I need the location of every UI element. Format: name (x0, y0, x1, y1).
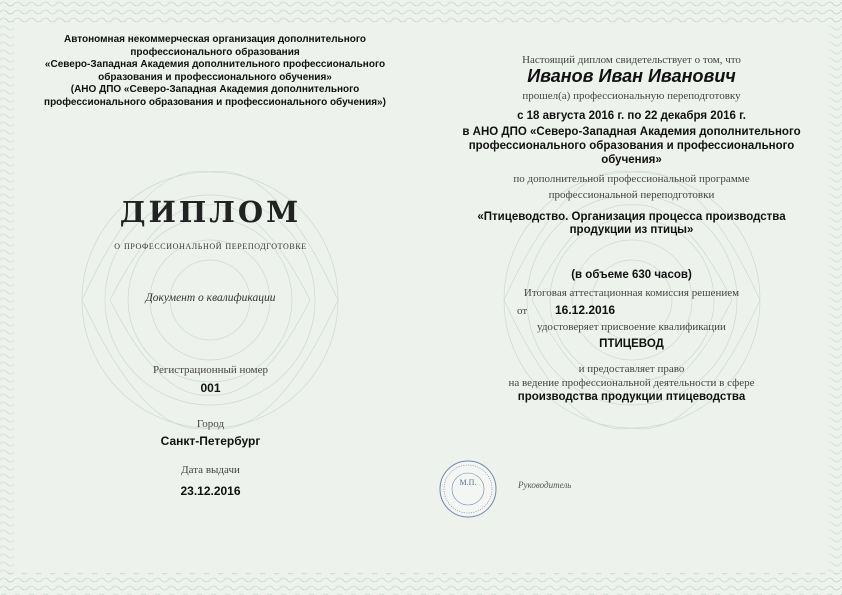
issue-date-label: Дата выдачи (181, 464, 240, 476)
commission-text: Итоговая аттестационная комиссия решением (523, 287, 740, 299)
signature-label: Руководитель (518, 480, 572, 490)
program-hours: (в объеме 630 часов) (571, 269, 692, 281)
program-line: продукции из птицы» (569, 224, 694, 236)
issuing-organization (30, 34, 400, 109)
program-intro-2: профессиональной переподготовки (548, 189, 715, 201)
org-line: профессионального образования и профессионального обучения») (44, 96, 386, 108)
rights-text-1: и предоставляет право (578, 363, 685, 375)
seal-stamp (438, 459, 498, 519)
city-value: Санкт-Петербург (160, 434, 261, 448)
training-organization (421, 125, 842, 167)
reg-number-label: Регистрационный номер (152, 364, 269, 376)
issue-date-value: 23.12.2016 (180, 484, 241, 498)
program-intro-1: по дополнительной профессиональной программе (513, 173, 750, 185)
org-line: образования и профессионального обучения» (98, 71, 332, 83)
org-line: профессионального образования (130, 46, 300, 58)
org-line: «Северо-Западная Академия дополнительного профессионального (44, 59, 386, 70)
certifies-text: удостоверяет присвоение квалификации (537, 321, 726, 333)
org-line: в АНО ДПО «Северо-Западная Академия дополнительного (462, 126, 801, 138)
document-type: Документ о квалификации (145, 292, 276, 304)
activity-sphere: производства продукции птицеводства (517, 391, 746, 403)
decision-date: 16.12.2016 (555, 303, 616, 317)
program-line: «Птицеводство. Организация процесса производства (477, 211, 786, 223)
from-label: от (517, 305, 528, 317)
program-name (461, 211, 802, 237)
seal-text: М.П. (459, 478, 477, 487)
org-line: профессионального образования и профессионального (468, 140, 795, 152)
study-period: с 18 августа 2016 г. по 22 декабря 2016 г. (517, 110, 746, 122)
org-line: Автономная некоммерческая организация дополнительного (64, 34, 366, 45)
diploma-subtitle: о профессиональной переподготовке (114, 240, 307, 252)
org-line: обучения» (601, 154, 662, 166)
org-line: (АНО ДПО «Северо-Западная Академия дополнительного (70, 84, 360, 95)
holder-name: Иванов Иван Иванович (527, 66, 736, 86)
qualification: ПТИЦЕВОД (599, 338, 664, 350)
intro-text: Настоящий диплом свидетельствует о том, что (522, 54, 741, 66)
reg-number-value: 001 (200, 381, 221, 395)
diploma-title: ДИПЛОМ (119, 195, 302, 229)
rights-text-2: на ведение профессиональной деятельности в сфере (508, 377, 755, 389)
passed-text: прошел(а) профессиональную переподготовку (522, 90, 741, 102)
city-label: Город (196, 418, 225, 430)
